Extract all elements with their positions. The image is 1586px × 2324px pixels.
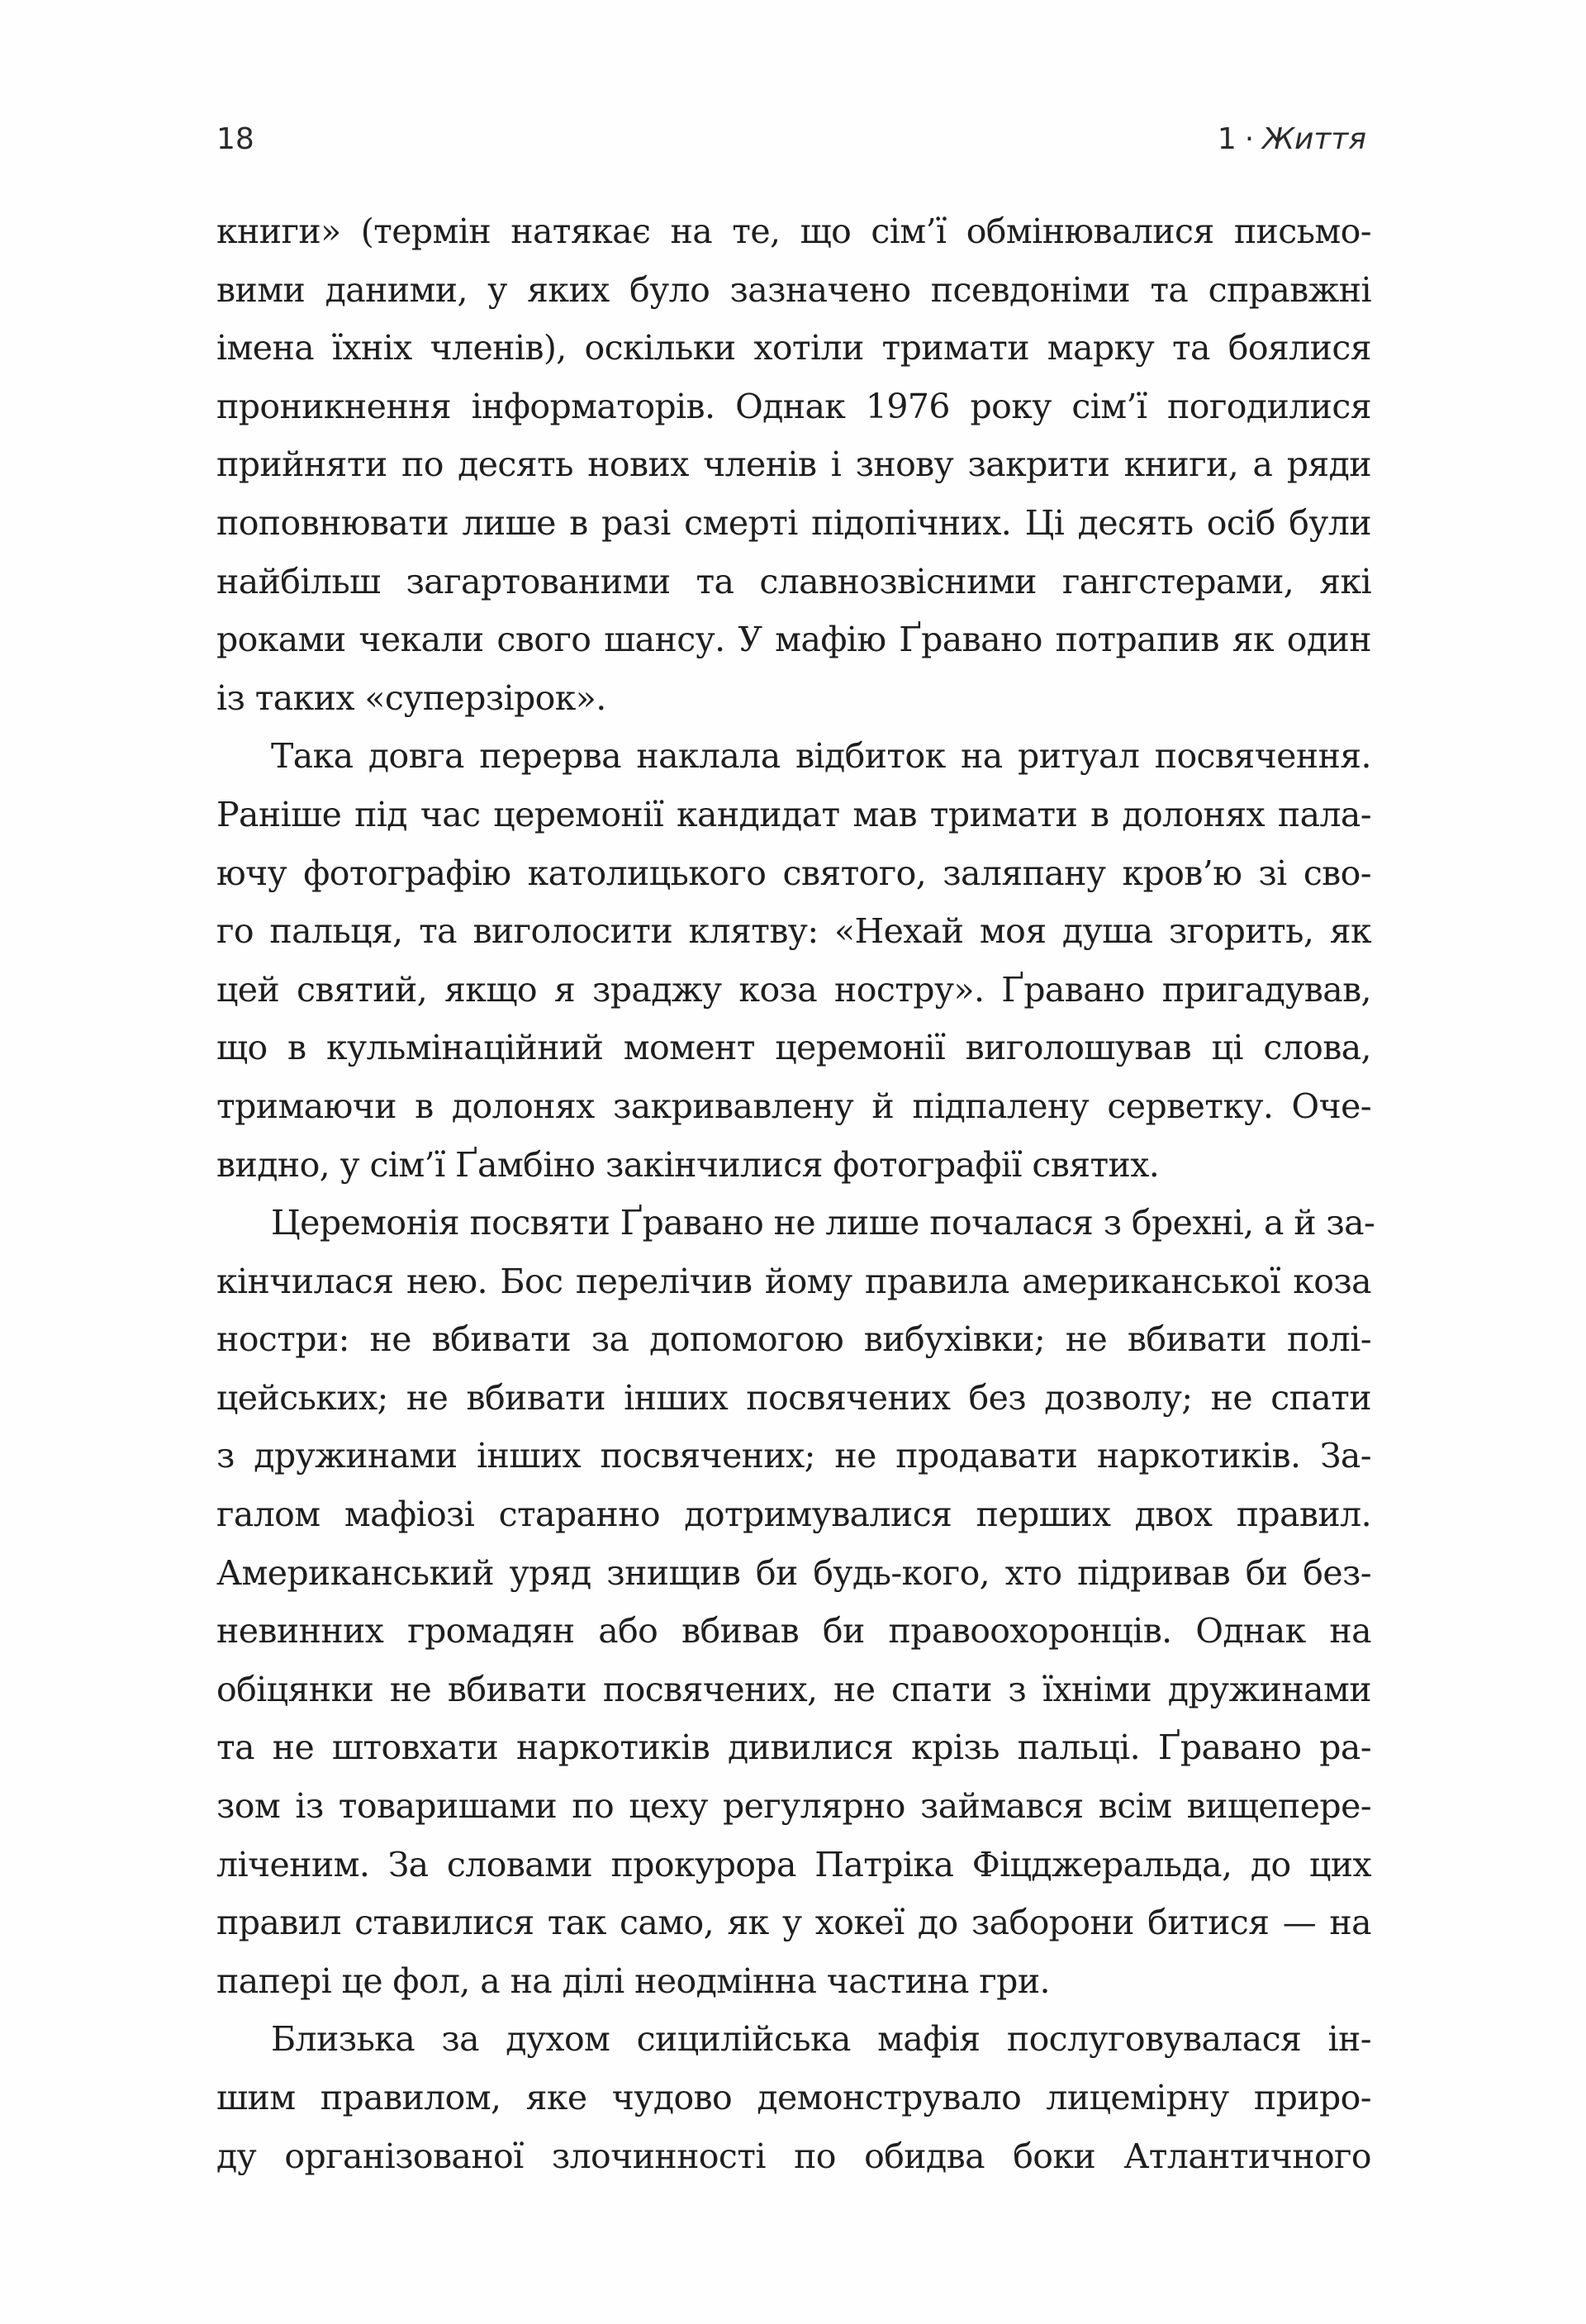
paragraph-3 [216,1194,1375,2010]
text-line: роками чекали свого шансу. У мафію Ґравано потрапив як один [216,620,1371,660]
text-line: видно, у сім’ї Ґамбіно закінчилися фотографії святих. [216,1144,1160,1185]
paragraph-2 [216,727,1371,1194]
chapter-title: Життя [1262,122,1366,156]
text-line: Церемонія посвяти Ґравано не лише почалася з брехні, а й за- [271,1203,1375,1243]
text-line: Близька за духом сицилійська мафія послуговувалася ін- [271,2019,1371,2060]
text-line: Американський уряд знищив би будь-кого, хто підривав би без- [216,1552,1371,1593]
text-line: ліченим. За словами прокурора Патріка Фіцджеральда, до цих [216,1844,1371,1884]
text-line: кінчилася нею. Бос перелічив йому правила американської коза [216,1261,1371,1301]
body-text [216,202,1375,2185]
text-line: обіцянки не вбивати посвячених, не спати з їхніми дружинами [216,1669,1371,1709]
paragraph-4 [216,2010,1371,2185]
text-line: найбільш загартованими та славнозвісними гангстерами, які [216,561,1371,601]
text-line: зом із товаришами по цеху регулярно займався всім вищепере- [216,1786,1371,1827]
text-line: що в кульмінаційний момент церемонії виголошував ці слова, [216,1028,1371,1068]
header-separator: · [1244,122,1255,156]
text-line: та не штовхати наркотиків дивилися крізь пальці. Ґравано ра- [216,1728,1371,1768]
text-line: шим правилом, яке чудово демонструвало лицемірну приро- [216,2078,1371,2117]
chapter-number: 1 [1217,122,1237,156]
text-line: проникнення інформаторів. Однак 1976 року сім’ї погодилися [216,386,1371,426]
text-line: цейських; не вбивати інших посвячених без дозволу; не спати [216,1377,1371,1418]
text-line: Раніше під час церемонії кандидат мав тримати в долонях пала- [216,794,1371,834]
text-line: вими даними, у яких було зазначено псевдоніми та справжні [216,269,1371,310]
text-line: тримаючи в долонях закривавлену й підпалену серветку. Оче- [216,1086,1371,1126]
paragraph-1 [216,202,1371,727]
text-line: поповнювати лише в разі смерті підопічних. Ці десять осіб були [216,502,1371,543]
text-line: го пальця, та виголосити клятву: «Нехай моя душа згорить, як [216,911,1371,952]
text-line: правил ставилися так само, як у хокеї до заборони битися — на [216,1903,1371,1943]
text-line: папері це фол, а на ділі неодмінна частина гри. [216,1960,1050,2001]
page-number: 18 [216,122,254,156]
text-line: імена їхніх членів), оскільки хотіли тримати марку та боялися [216,328,1371,368]
text-line: галом мафіозі старанно дотримувалися перших двох правил. [216,1495,1371,1535]
chapter-header [1218,122,1366,156]
text-line: із таких «суперзірок». [216,677,606,718]
text-line: невинних громадян або вбивав би правоохоронців. Однак на [216,1611,1371,1652]
text-line: цей святий, якщо я зраджу коза ностру». Ґравано пригадував, [216,969,1371,1010]
text-line: з дружинами інших посвячених; не продавати наркотиків. За- [216,1436,1371,1476]
running-header [216,122,1366,164]
text-line: прийняти по десять нових членів і знову закрити книги, а ряди [216,444,1371,485]
text-line: книги» (термін натякає на те, що сім’ї обмінювалися письмо- [216,211,1371,251]
text-line: Така довга перерва наклала відбиток на ритуал посвячення. [271,736,1371,777]
text-line: ючу фотографію католицького святого, заляпану кров’ю зі сво- [216,853,1371,893]
text-line: ностри: не вбивати за допомогою вибухівки; не вбивати полі- [216,1319,1371,1360]
text-line: ду організованої злочинності по обидва боки Атлантичного [216,2136,1371,2176]
